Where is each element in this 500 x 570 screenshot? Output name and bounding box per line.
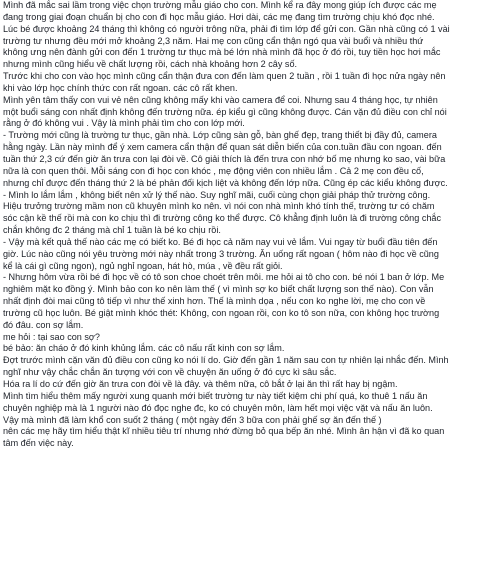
- post-line: không ưng nên đành gửi con đến 1 trường tư thục mà bé lớn nhà mình đã học ở đó rồi, tuy tiền học hơi mắc: [3, 47, 441, 58]
- post-line: trường tư nhưng đều mới mở khoảng 2,3 năm. Hai mẹ con cũng cẩn thận ngó qua vài buổi và nhiều thứ: [3, 35, 424, 46]
- post-body: [3, 0, 498, 450]
- post-line: - Trường mới cũng là trường tư thục, gần nhà. Lớp cũng sàn gỗ, bàn ghế đẹp, trang thiết bị đầy đủ, camera: [3, 130, 437, 141]
- post-line: hằng ngày. Lần này mình để ý xem camera cẩn thận để quan sát diễn biến của con.tuần đầu con ngoan. đến: [3, 142, 442, 153]
- post-line: me hỏi : tại sao con sợ?: [3, 331, 100, 342]
- post-line: - Mình lo lắm lắm , không biết nên xử lý thế nào. Suy nghĩ mãi, cuối cùng chọn giải pháp thử trường công.: [3, 189, 431, 200]
- post-line: trường cũ học luôn. Bé giật mình khóc thét: Không, con ngoan rồi, con ko tô son nữa, con không học trường: [3, 307, 440, 318]
- post-line: đang trong giai đoạn chuẩn bị cho con đi học mẫu giáo. Hơi dài, các mẹ đang tìm trường chịu khó đọc nhé.: [3, 11, 435, 22]
- post-line: - Vậy mà kết quả thế nào các mẹ có biết ko. Bé đi học cả năm nay vui vẻ lắm. Vui ngay từ buổi đầu tiên đến: [3, 236, 438, 247]
- post-line: Đợt trước mình cặn văn đủ điều con cũng ko nói lí do. Giờ đến gần 1 năm sau con tự nhiên lại nhắc đến. Mình: [3, 355, 449, 366]
- post-line: tuần thứ 2,3 cứ đến giờ ăn trưa con lại đòi về. Cô giải thích là đến trưa con nhớ bố mẹ nhưng ko sao, vài bữa: [3, 153, 446, 164]
- post-line: Mình yên tâm thấy con vui vẻ nên cũng không mấy khi vào camera để coi. Nhưng sau 4 tháng học, tự nhiên: [3, 94, 438, 105]
- post-line: nghĩ như vậy chắc chắn ăn tượng với con về chuyện ăn uống ở đó cực kì sâu sắc.: [3, 367, 337, 378]
- post-line: khi vào lớp học chính thức con rất ngoan. các cô rất khen.: [3, 82, 238, 93]
- post-line: bé bảo: ăn cháo ở đó kinh khủng lắm. các cô nấu rất kinh con sợ lắm.: [3, 343, 285, 354]
- post-line: nữa là con quen thôi. Mỗi sáng con đi học con khóc , mẹ động viên con nhiều lắm . Cả 2 mẹ con đều cố,: [3, 165, 424, 176]
- post-line: nghiêm mặt ko đồng ý. Mình bảo con ko nên làm thế ( vì mình sợ ko biết chất lượng son thế nào). Con vẫn: [3, 284, 434, 295]
- post-line: Mình đã mắc sai lầm trong việc chọn trường mẫu giáo cho con. Mình kể ra đây mong giúp ích được các mẹ: [3, 0, 437, 10]
- post-line: Vậy mà mình đã làm khổ con suốt 2 tháng ( một ngày đến 3 bữa con phải ghế sợ ăn đến thế ): [3, 414, 382, 425]
- post-line: Hóa ra lí do cứ đến giờ ăn trưa con đòi về là đây. và thêm nữa, cô bắt ở lại ăn thì rất hay bị ngậm.: [3, 379, 398, 389]
- post-line: Mình tìm hiểu thêm mấy người xung quanh mới biết trường tư này tiết kiệm chi phí quá, ko thuê 1 nấu ăn: [3, 390, 428, 401]
- post-line: một buổi sáng con nhất định không đến trường nữa. ép kiểu gì cũng không được. Cán vặn đủ điều con chỉ nói: [3, 106, 447, 117]
- post-line: Hiệu trưởng trường mầm non cũ khuyên mình ko nên. vì nói con nhà mình khó tính thế, trường tư có chăm: [3, 201, 435, 212]
- post-line: - Nhưng hôm vừa rồi bé đi học về có tô son choe choét trên môi. me hỏi ai tô cho con. bé nói 1 ban ở lớp. Me: [3, 272, 445, 283]
- post-line: chắn không đc 2 tháng mà chỉ 1 tuần là bé ko chịu rồi.: [3, 225, 221, 236]
- post-line: đó đâu. con sợ lắm.: [3, 319, 84, 330]
- post-line: nên các mẹ hãy tìm hiểu thật kĩ nhiều tiêu trí nhưng nhớ đừng bỏ qua bếp ăn nhé. Mình ân hận vì đã ko quan: [3, 426, 445, 437]
- post-line: Lúc bé được khoảng 24 tháng thì không có người trông nữa, phải đi tìm lớp để gửi con. Gần nhà cũng có 1 vài: [3, 23, 450, 34]
- post-line: Trước khi cho con vào học mình cũng cẩn thận đưa con đến làm quen 2 tuần , rồi 1 tuần đi học nửa ngày nên: [3, 71, 446, 82]
- post-line: kể là cái gì cũng ngon), ngủ nghỉ ngoan, hát hò, múa , về đều rất giỏi.: [3, 260, 283, 271]
- post-line: nhưng mình cũng hiểu về chất lượng rồi, cách nhà khoảng hơn 2 cây số.: [3, 59, 298, 70]
- post-line: nhưng chỉ được đến tháng thứ 2 là bé phản đối kịch liệt và không đến lớp nữa. Cũng ép các kiểu không được.: [3, 177, 448, 188]
- post-line: rằng ở đó không vui . Vậy là mình phải tìm cho con lớp mới.: [3, 118, 245, 129]
- post-line: nhất định đòi mai cũng tô tiếp vì như thế xinh hơn. Thế là mình dọa , nếu con ko nghe lời, mẹ cho con về: [3, 296, 426, 307]
- post-line: sóc cận kề thế rồi mà con ko chịu thì đi trường công ko thể được. Cô khẳng định luôn là đi trường công chắc: [3, 213, 442, 224]
- post-line: chuyên nghiệp mà là 1 người nào đó đọc nghe đc, ko có chuyên môn, làm hết mọi việc vặt và nấu ăn luôn.: [3, 402, 433, 413]
- post-line: tâm đến việc này.: [3, 438, 74, 449]
- post-line: giờ. Lúc nào cũng nói yêu trường mới này nhất trong 3 trường. Ăn uống rất ngoan ( hôm nào đi học về cũng: [3, 248, 439, 259]
